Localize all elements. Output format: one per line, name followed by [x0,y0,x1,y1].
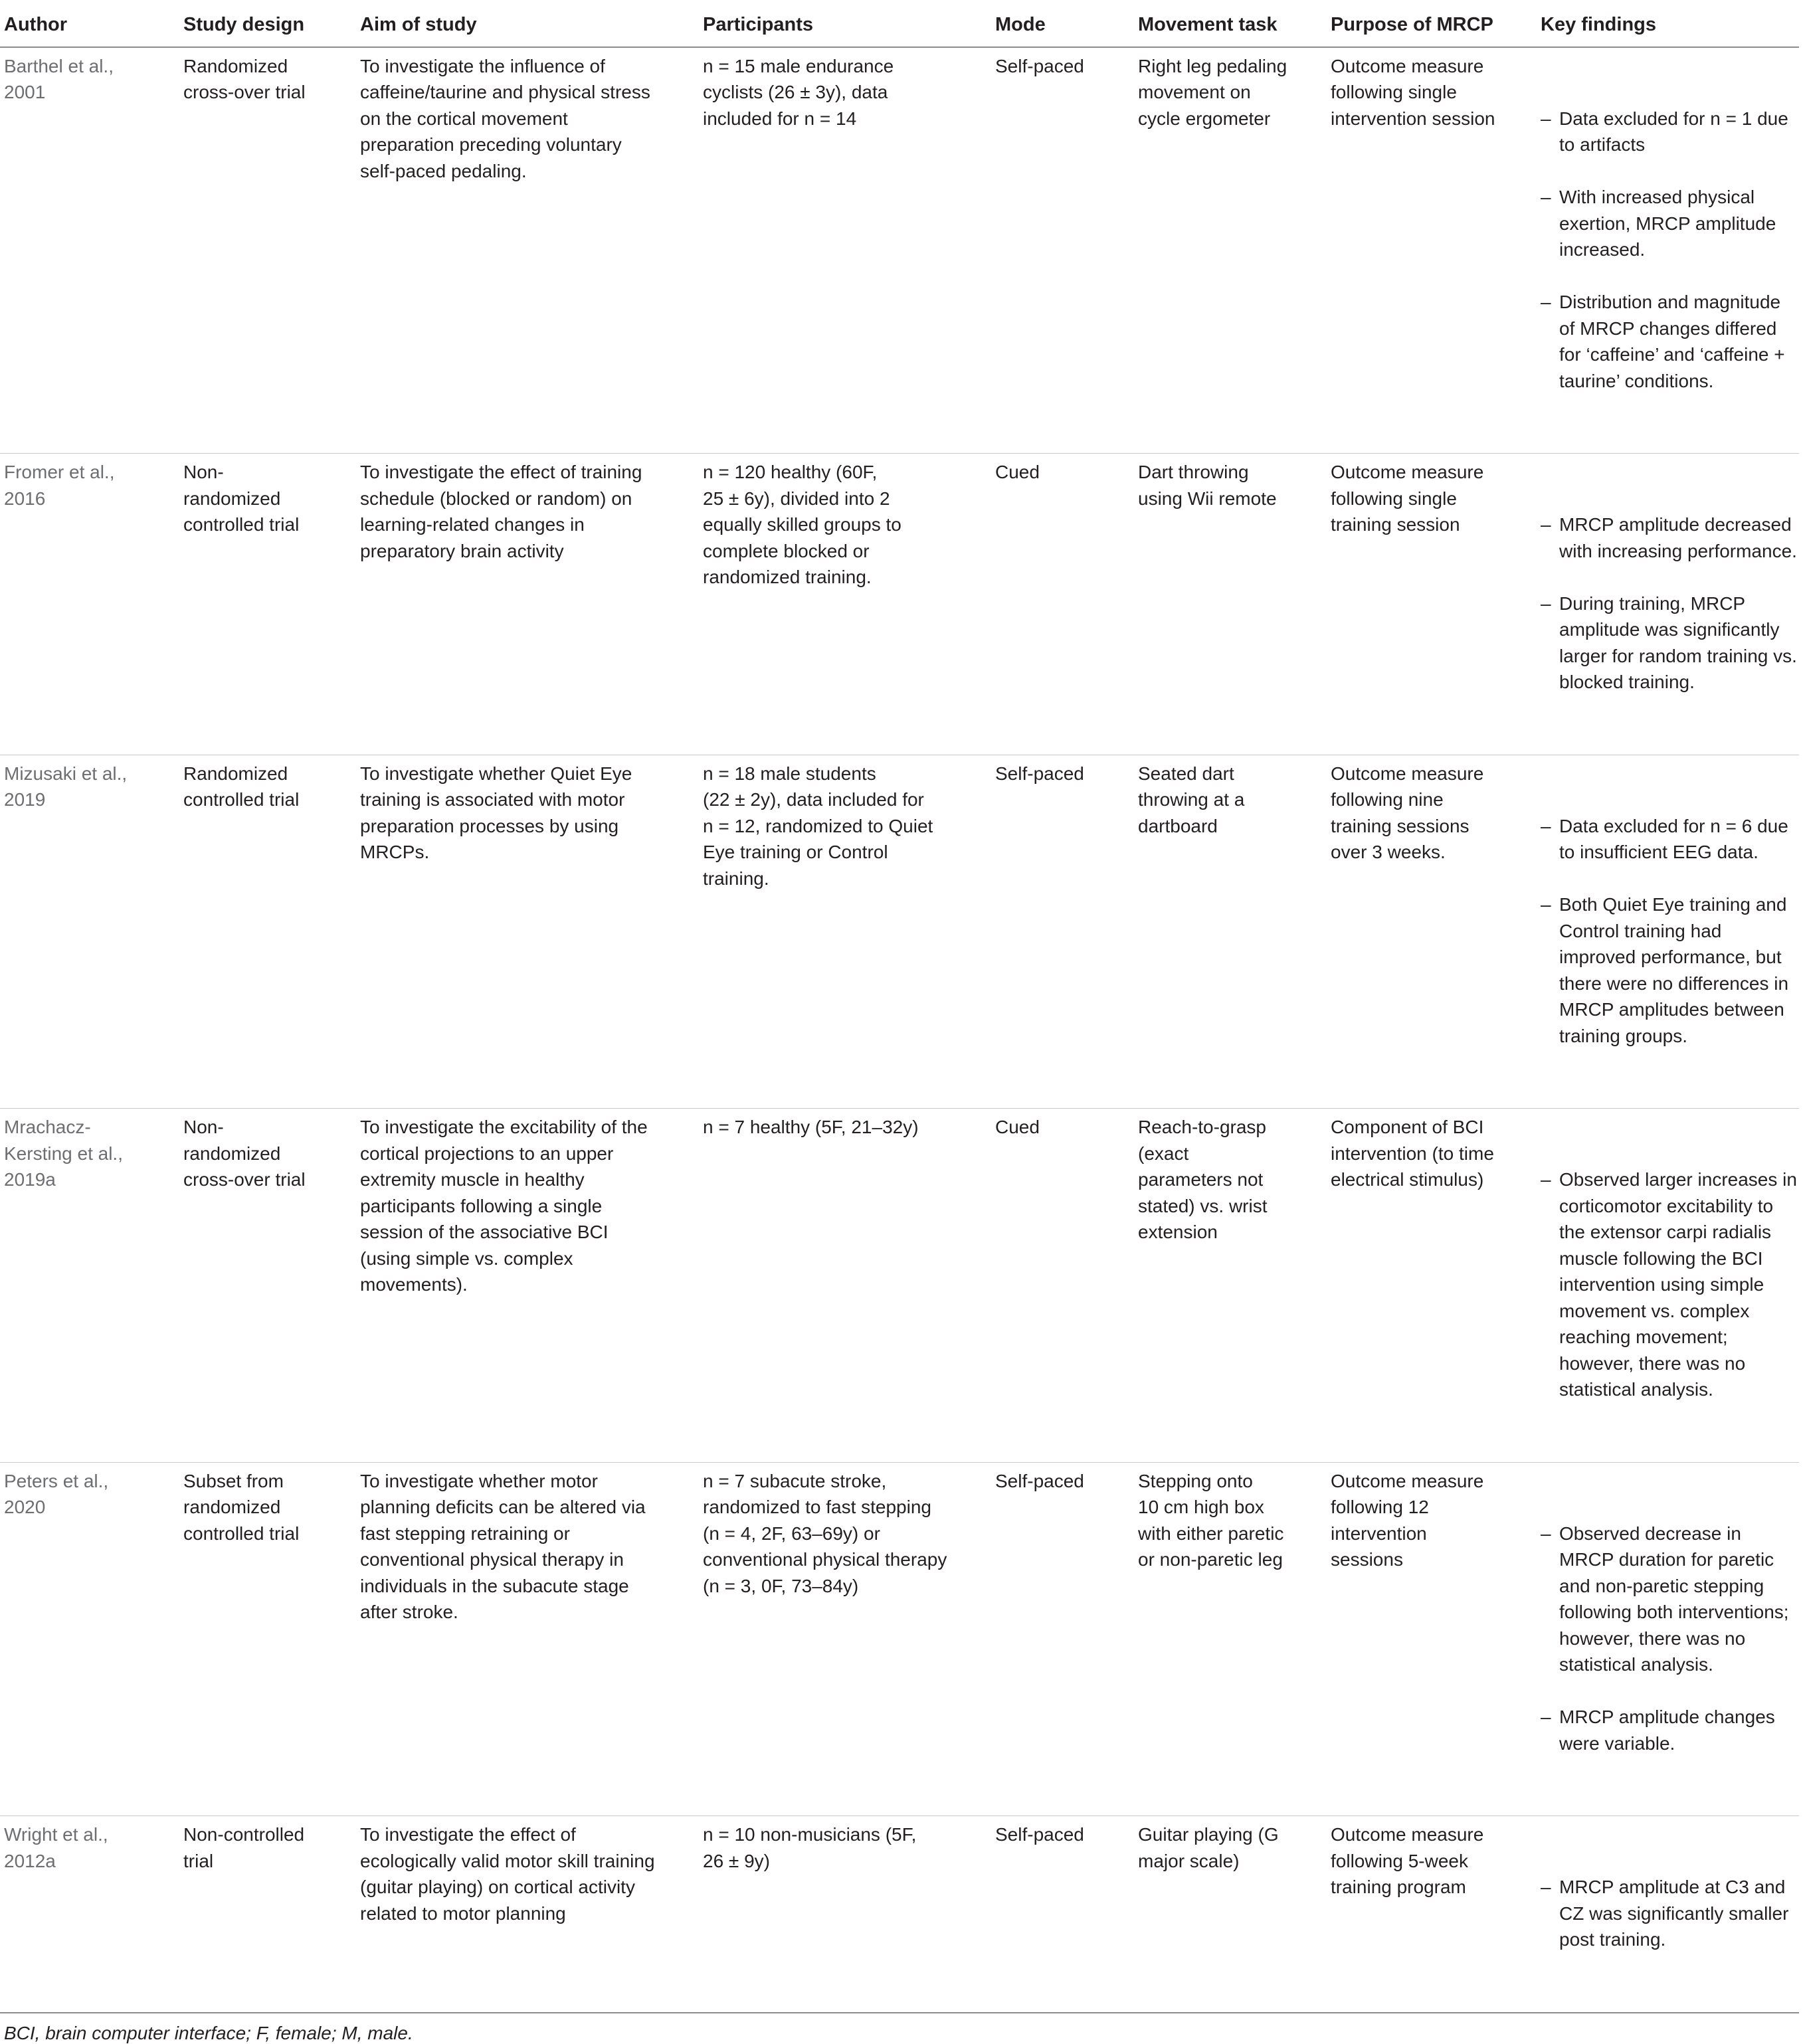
finding-item [1541,1704,1799,1756]
findings-list [1541,787,1799,1075]
cell-participants: n = 10 non-musicians (5F, 26 ± 9y) [699,1816,991,2013]
cell-aim: To investigate the excitability of the cortical projections to an upper extremity muscle in healthy participants following a single session of the associative BCI (using simple vs. complex movements). [356,1109,699,1463]
cell-author: Peters et al., 2020 [0,1462,179,1816]
cell-author: Mrachacz- Kersting et al., 2019a [0,1109,179,1463]
finding-item [1541,511,1799,564]
bullet-dash: – [1541,1523,1551,1544]
finding-text: Observed larger increases in corticomotor excitability to the extensor carpi radialis muscle following the BCI intervention using simple movement vs. complex reaching movement; however, there was no statistical analysis. [1559,1169,1797,1400]
header-author: Author [0,0,179,47]
cell-movement-task: Right leg pedaling movement on cycle ergometer [1134,47,1327,454]
table-row [0,47,1799,454]
header-key-findings: Key findings [1537,0,1799,47]
cell-aim: To investigate the influence of caffeine/taurine and physical stress on the cortical movement preparation preceding voluntary self-paced pedaling. [356,47,699,454]
bullet-dash: – [1541,1707,1551,1727]
table-row [0,1816,1799,2013]
header-aim: Aim of study [356,0,699,47]
cell-mode: Self-paced [991,1462,1134,1816]
cell-mode: Self-paced [991,755,1134,1109]
bullet-dash: – [1541,593,1551,614]
cell-aim: To investigate the effect of training schedule (blocked or random) on learning-related changes in preparatory brain activity [356,454,699,755]
cell-movement-task: Stepping onto 10 cm high box with either paretic or non-paretic leg [1134,1462,1327,1816]
cell-study-design: Non-controlled trial [179,1816,356,2013]
table-footnote: BCI, brain computer interface; F, female; M, male. [4,2022,413,2043]
header-study-design: Study design [179,0,356,47]
findings-list [1541,79,1799,420]
cell-study-design: Randomized controlled trial [179,755,356,1109]
cell-study-design: Non- randomized cross-over trial [179,1109,356,1463]
cell-purpose: Outcome measure following nine training sessions over 3 weeks. [1327,755,1537,1109]
header-mode: Mode [991,0,1134,47]
finding-text: Both Quiet Eye training and Control training had improved performance, but there were no differences in MRCP amplitudes between training groups. [1559,894,1789,1046]
cell-movement-task: Seated dart throwing at a dartboard [1134,755,1327,1109]
bullet-dash: – [1541,514,1551,535]
header-row [0,0,1799,47]
cell-purpose: Outcome measure following single intervention session [1327,47,1537,454]
finding-item [1541,891,1799,1049]
finding-item [1541,1521,1799,1678]
bullet-dash: – [1541,1877,1551,1897]
finding-text: Observed decrease in MRCP duration for paretic and non-paretic stepping following both interventions; however, there was no statistical analysis. [1559,1523,1789,1675]
finding-item [1541,1874,1799,1953]
cell-participants: n = 7 healthy (5F, 21–32y) [699,1109,991,1463]
cell-participants: n = 120 healthy (60F, 25 ± 6y), divided into 2 equally skilled groups to complete blocked or randomized training. [699,454,991,755]
finding-item [1541,289,1799,394]
cell-purpose: Outcome measure following single training session [1327,454,1537,755]
cell-key-findings [1537,1462,1799,1816]
cell-purpose: Outcome measure following 5-week training program [1327,1816,1537,2013]
findings-list [1541,1848,1799,1980]
cell-movement-task: Dart throwing using Wii remote [1134,454,1327,755]
finding-item [1541,1166,1799,1403]
cell-author: Mizusaki et al., 2019 [0,755,179,1109]
findings-list [1541,1141,1799,1430]
finding-text: MRCP amplitude decreased with increasing performance. [1559,514,1797,561]
table-row [0,454,1799,755]
finding-item [1541,184,1799,263]
cell-key-findings [1537,47,1799,454]
finding-text: MRCP amplitude at C3 and CZ was significantly smaller post training. [1559,1877,1789,1950]
cell-movement-task: Reach-to-grasp (exact parameters not stated) vs. wrist extension [1134,1109,1327,1463]
cell-aim: To investigate whether motor planning deficits can be altered via fast stepping retraining or conventional physical therapy in individuals in the subacute stage after stroke. [356,1462,699,1816]
cell-key-findings [1537,1109,1799,1463]
cell-mode: Self-paced [991,47,1134,454]
table-row [0,1109,1799,1463]
cell-purpose: Outcome measure following 12 intervention sessions [1327,1462,1537,1816]
cell-mode: Cued [991,1109,1134,1463]
cell-purpose: Component of BCI intervention (to time electrical stimulus) [1327,1109,1537,1463]
cell-mode: Cued [991,454,1134,755]
cell-aim: To investigate the effect of ecologically valid motor skill training (guitar playing) on cortical activity related to motor planning [356,1816,699,2013]
cell-study-design: Non- randomized controlled trial [179,454,356,755]
bullet-dash: – [1541,292,1551,312]
bullet-dash: – [1541,815,1551,836]
findings-list [1541,1494,1799,1783]
cell-movement-task: Guitar playing (G major scale) [1134,1816,1327,2013]
cell-key-findings [1537,454,1799,755]
cell-key-findings [1537,755,1799,1109]
finding-item [1541,106,1799,158]
cell-participants: n = 7 subacute stroke, randomized to fast stepping (n = 4, 2F, 63–69y) or conventional physical therapy (n = 3, 0F, 73–84y) [699,1462,991,1816]
header-purpose: Purpose of MRCP [1327,0,1537,47]
finding-item [1541,591,1799,696]
finding-text: Data excluded for n = 1 due to artifacts [1559,108,1788,155]
bullet-dash: – [1541,894,1551,915]
cell-study-design: Randomized cross-over trial [179,47,356,454]
cell-participants: n = 18 male students (22 ± 2y), data included for n = 12, randomized to Quiet Eye training or Control training. [699,755,991,1109]
table-row [0,1462,1799,1816]
findings-list [1541,486,1799,722]
table-row [0,755,1799,1109]
finding-text: MRCP amplitude changes were variable. [1559,1707,1775,1754]
cell-author: Fromer et al., 2016 [0,454,179,755]
cell-author: Wright et al., 2012a [0,1816,179,2013]
bullet-dash: – [1541,1169,1551,1190]
cell-author: Barthel et al., 2001 [0,47,179,454]
bullet-dash: – [1541,108,1551,129]
finding-text: Distribution and magnitude of MRCP changes differed for ‘caffeine’ and ‘caffeine + taurine’ conditions. [1559,292,1785,391]
table-body [0,47,1799,2013]
header-movement-task: Movement task [1134,0,1327,47]
finding-text: Data excluded for n = 6 due to insufficient EEG data. [1559,815,1788,862]
cell-mode: Self-paced [991,1816,1134,2013]
cell-key-findings [1537,1816,1799,2013]
cell-study-design: Subset from randomized controlled trial [179,1462,356,1816]
finding-item [1541,813,1799,866]
finding-text: With increased physical exertion, MRCP amplitude increased. [1559,187,1776,260]
finding-text: During training, MRCP amplitude was significantly larger for random training vs. blocked training. [1559,593,1797,692]
cell-participants: n = 15 male endurance cyclists (26 ± 3y), data included for n = 14 [699,47,991,454]
cell-aim: To investigate whether Quiet Eye training is associated with motor preparation processes by using MRCPs. [356,755,699,1109]
header-participants: Participants [699,0,991,47]
bullet-dash: – [1541,187,1551,207]
